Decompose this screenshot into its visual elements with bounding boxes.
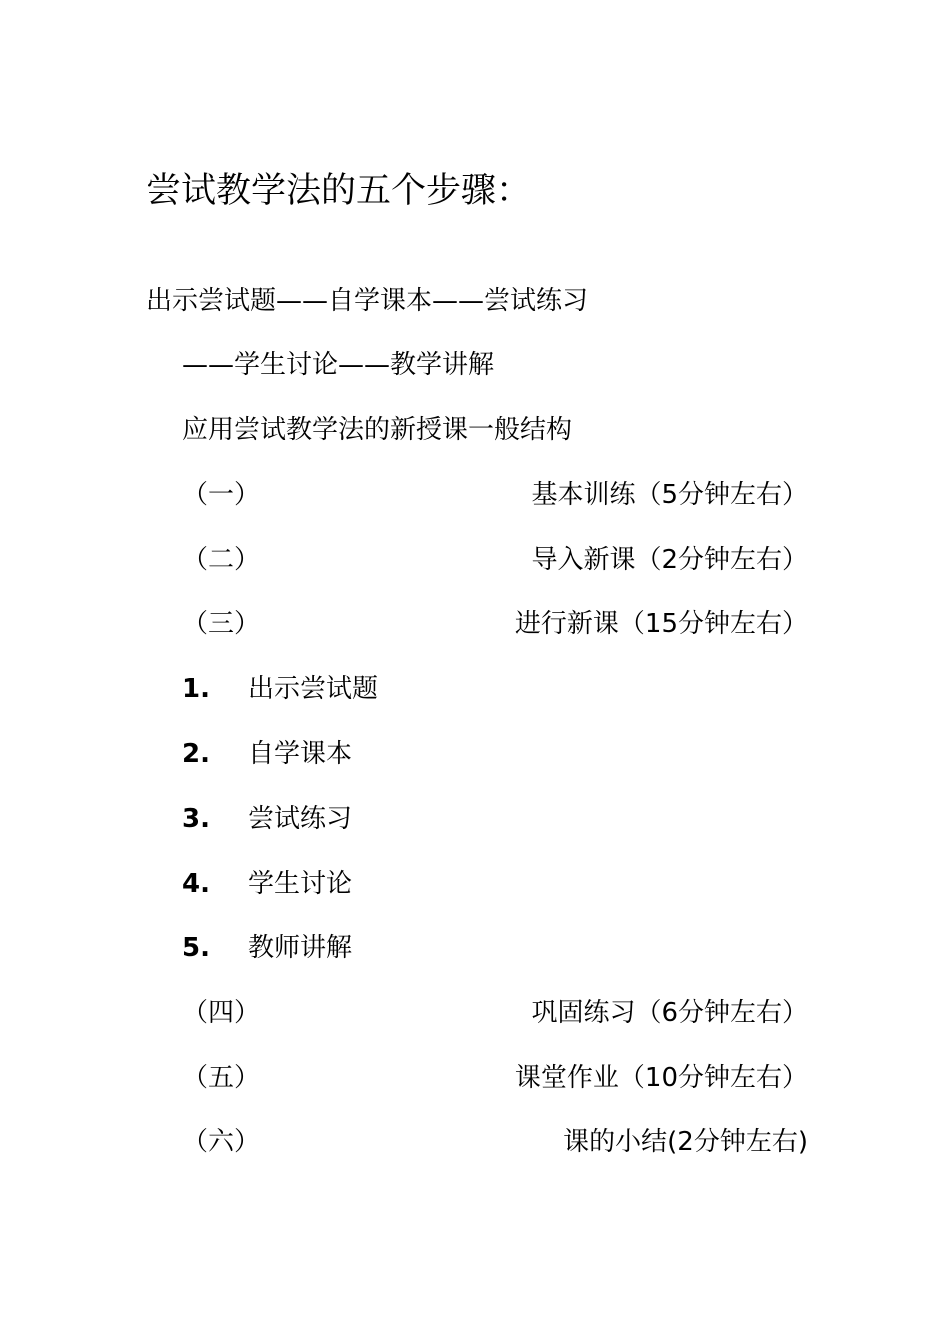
steps-line-2: ——学生讨论——教学讲解 — [182, 350, 495, 380]
steps-line-1: 出示尝试题——自学课本——尝试练习 — [146, 286, 589, 316]
list-item-text: 自学课本 — [248, 739, 353, 769]
list-item-number: 2. — [182, 739, 210, 769]
section-number: （四） — [182, 998, 261, 1028]
section-number: （五） — [182, 1063, 261, 1093]
section-text: 导入新课（2分钟左右） — [531, 545, 808, 575]
section-text: 课堂作业（10分钟左右） — [514, 1063, 808, 1093]
list-item-number: 1. — [182, 674, 210, 704]
section-number: （二） — [182, 545, 261, 575]
list-item-number: 4. — [182, 869, 210, 899]
structure-heading: 应用尝试教学法的新授课一般结构 — [182, 415, 573, 445]
list-item-text: 学生讨论 — [248, 869, 353, 899]
section-number: （一） — [182, 480, 261, 510]
section-text: 课的小结(2分钟左右) — [563, 1127, 808, 1157]
section-text: 进行新课（15分钟左右） — [514, 609, 808, 639]
section-number: （三） — [182, 609, 261, 639]
list-item-number: 5. — [182, 933, 210, 963]
section-text: 巩固练习（6分钟左右） — [531, 998, 808, 1028]
section-number: （六） — [182, 1127, 261, 1157]
section-text: 基本训练（5分钟左右） — [531, 480, 808, 510]
list-item-text: 尝试练习 — [248, 804, 353, 834]
page-title: 尝试教学法的五个步骤： — [146, 171, 532, 211]
list-item-number: 3. — [182, 804, 210, 834]
list-item-text: 教师讲解 — [248, 933, 353, 963]
list-item-text: 出示尝试题 — [248, 674, 379, 704]
